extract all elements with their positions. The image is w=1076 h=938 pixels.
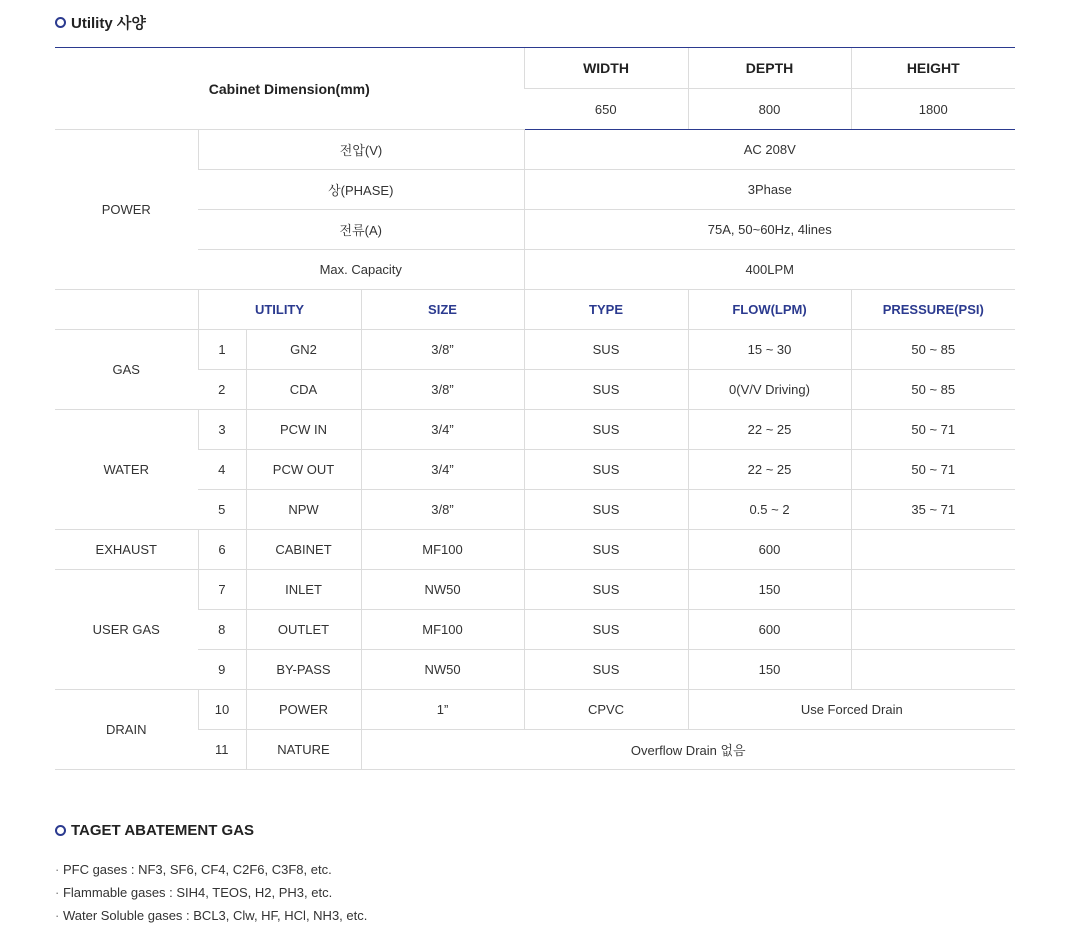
- power-phase-label: 상(PHASE): [198, 170, 524, 210]
- flow-value: 0.5 ~ 2: [688, 490, 851, 530]
- row-number: 3: [198, 410, 246, 450]
- size-value: NW50: [361, 570, 524, 610]
- pressure-value: 50 ~ 85: [851, 370, 1015, 410]
- table-row: [55, 650, 1015, 690]
- utility-name: PCW OUT: [246, 450, 361, 490]
- utility-name: NATURE: [246, 730, 361, 770]
- type-value: SUS: [524, 450, 688, 490]
- abatement-gas-list: [55, 858, 367, 927]
- row-number: 7: [198, 570, 246, 610]
- type-value: SUS: [524, 530, 688, 570]
- ring-bullet-icon: [55, 825, 66, 836]
- pressure-value: [851, 530, 1015, 570]
- height-value: 1800: [851, 89, 1015, 130]
- size-value: NW50: [361, 650, 524, 690]
- depth-header: DEPTH: [688, 48, 851, 89]
- utility-title-text: Utility 사양: [71, 15, 146, 32]
- flow-value: 600: [688, 530, 851, 570]
- power-voltage-label: 전압(V): [198, 130, 524, 170]
- type-value: SUS: [524, 330, 688, 370]
- row-number: 4: [198, 450, 246, 490]
- utility-section-title: [55, 12, 146, 33]
- power-phase-value: 3Phase: [524, 170, 1015, 210]
- type-value: SUS: [524, 570, 688, 610]
- table-row: [55, 610, 1015, 650]
- size-value: 1”: [361, 690, 524, 730]
- table-row: [55, 410, 1015, 450]
- flow-header: FLOW(LPM): [688, 290, 851, 330]
- power-group-label: POWER: [55, 130, 198, 290]
- table-row: [55, 370, 1015, 410]
- ring-bullet-icon: [55, 17, 66, 28]
- utility-name: NPW: [246, 490, 361, 530]
- size-value: 3/4”: [361, 450, 524, 490]
- flow-value: 0(V/V Driving): [688, 370, 851, 410]
- utility-name: OUTLET: [246, 610, 361, 650]
- pressure-value: [851, 650, 1015, 690]
- table-row: [55, 330, 1015, 370]
- row-number: 6: [198, 530, 246, 570]
- size-header: SIZE: [361, 290, 524, 330]
- flow-pressure-merged: Use Forced Drain: [688, 690, 1015, 730]
- cabinet-dimension-label: Cabinet Dimension(mm): [55, 48, 524, 130]
- flow-value: 15 ~ 30: [688, 330, 851, 370]
- table-row: [55, 490, 1015, 530]
- height-header: HEIGHT: [851, 48, 1015, 89]
- pressure-value: [851, 610, 1015, 650]
- type-value: SUS: [524, 370, 688, 410]
- power-voltage-value: AC 208V: [524, 130, 1015, 170]
- utility-name: BY-PASS: [246, 650, 361, 690]
- table-row: [55, 530, 1015, 570]
- pressure-value: [851, 570, 1015, 610]
- gas-group-label: GAS: [55, 330, 198, 410]
- utility-name: INLET: [246, 570, 361, 610]
- row-number: 8: [198, 610, 246, 650]
- pressure-value: 35 ~ 71: [851, 490, 1015, 530]
- size-value: MF100: [361, 530, 524, 570]
- water-group-label: WATER: [55, 410, 198, 530]
- table-row: [55, 450, 1015, 490]
- power-capacity-value: 400LPM: [524, 250, 1015, 290]
- size-value: 3/4”: [361, 410, 524, 450]
- pressure-value: 50 ~ 71: [851, 410, 1015, 450]
- blank-header-cell: [55, 290, 198, 330]
- row-number: 2: [198, 370, 246, 410]
- power-current-value: 75A, 50~60Hz, 4lines: [524, 210, 1015, 250]
- table-row: [55, 730, 1015, 770]
- flow-value: 150: [688, 570, 851, 610]
- utility-spec-table: [55, 47, 1015, 770]
- pressure-value: 50 ~ 85: [851, 330, 1015, 370]
- utility-header: UTILITY: [198, 290, 361, 330]
- exhaust-group-label: EXHAUST: [55, 530, 198, 570]
- flow-value: 22 ~ 25: [688, 410, 851, 450]
- utility-name: GN2: [246, 330, 361, 370]
- abatement-gas-section-title: [55, 822, 254, 839]
- flow-value: 150: [688, 650, 851, 690]
- type-value: SUS: [524, 410, 688, 450]
- pressure-value: 50 ~ 71: [851, 450, 1015, 490]
- row-number: 11: [198, 730, 246, 770]
- type-value: SUS: [524, 490, 688, 530]
- power-current-label: 전류(A): [198, 210, 524, 250]
- size-value: 3/8”: [361, 370, 524, 410]
- overflow-drain-note: Overflow Drain 없음: [361, 730, 1015, 770]
- width-value: 650: [524, 89, 688, 130]
- type-value: SUS: [524, 650, 688, 690]
- row-number: 10: [198, 690, 246, 730]
- width-header: WIDTH: [524, 48, 688, 89]
- table-row: [55, 690, 1015, 730]
- row-number: 5: [198, 490, 246, 530]
- size-value: 3/8”: [361, 330, 524, 370]
- flow-value: 22 ~ 25: [688, 450, 851, 490]
- row-number: 1: [198, 330, 246, 370]
- pressure-header: PRESSURE(PSI): [851, 290, 1015, 330]
- type-header: TYPE: [524, 290, 688, 330]
- user-gas-group-label: USER GAS: [55, 570, 198, 690]
- depth-value: 800: [688, 89, 851, 130]
- table-row: [55, 570, 1015, 610]
- flow-value: 600: [688, 610, 851, 650]
- type-value: SUS: [524, 610, 688, 650]
- size-value: 3/8”: [361, 490, 524, 530]
- list-item: · Flammable gases : SIH4, TEOS, H2, PH3, etc.: [55, 881, 367, 904]
- utility-name: POWER: [246, 690, 361, 730]
- list-item: · PFC gases : NF3, SF6, CF4, C2F6, C3F8, etc.: [55, 858, 367, 881]
- utility-name: PCW IN: [246, 410, 361, 450]
- size-value: MF100: [361, 610, 524, 650]
- utility-name: CDA: [246, 370, 361, 410]
- list-item: · Water Soluble gases : BCL3, Clw, HF, HCl, NH3, etc.: [55, 904, 367, 927]
- drain-group-label: DRAIN: [55, 690, 198, 770]
- row-number: 9: [198, 650, 246, 690]
- abatement-gas-title-text: TAGET ABATEMENT GAS: [71, 822, 255, 839]
- utility-name: CABINET: [246, 530, 361, 570]
- power-capacity-label: Max. Capacity: [198, 250, 524, 290]
- type-value: CPVC: [524, 690, 688, 730]
